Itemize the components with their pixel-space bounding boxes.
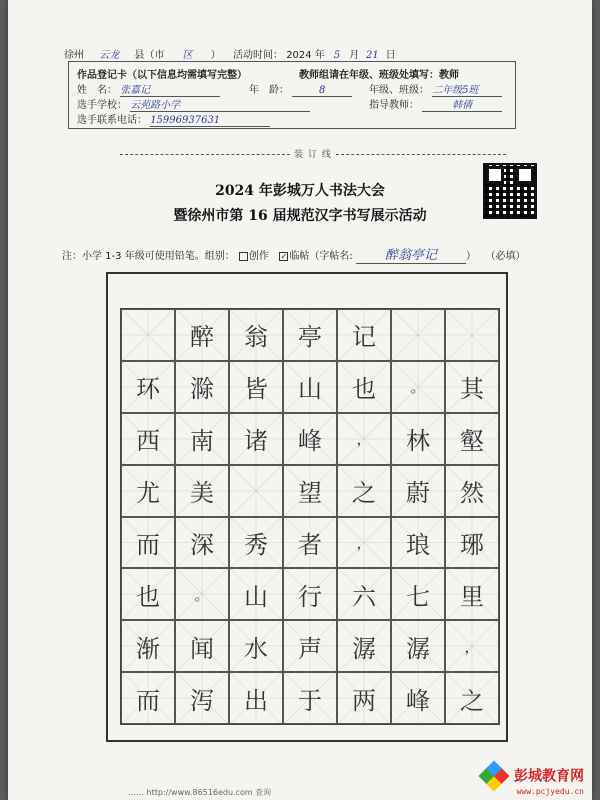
- grid-cell: ，: [337, 517, 391, 569]
- grid-cell: 潺: [337, 620, 391, 672]
- county-value: 云龙: [87, 46, 131, 62]
- grid-cell: ，: [445, 620, 499, 672]
- writing-grid-frame: [106, 272, 508, 742]
- card-title: 作品登记卡（以下信息均需填写完整）: [77, 70, 247, 81]
- grid-cell: 其: [445, 361, 499, 413]
- grid-cell: 。: [175, 568, 229, 620]
- district-value: 区: [168, 46, 208, 62]
- advisor-value: 韩倩: [422, 96, 502, 112]
- grid-cell: [121, 309, 175, 361]
- create-label: 创作: [248, 251, 269, 262]
- grid-cell: [229, 465, 283, 517]
- grid-cell: 醉: [175, 309, 229, 361]
- copy-checkbox[interactable]: [279, 252, 288, 261]
- grid-cell: 尤: [121, 465, 175, 517]
- grade-value: 二年级5班: [432, 81, 502, 97]
- binding-dash-left: [120, 154, 290, 155]
- name-label: 姓 名：: [77, 85, 117, 96]
- grid-cell: 水: [229, 620, 283, 672]
- grid-cell: 南: [175, 413, 229, 465]
- grid-cell: 者: [283, 517, 337, 569]
- grid-cell: 美: [175, 465, 229, 517]
- grid-cell: 滁: [175, 361, 229, 413]
- phone-label: 选手联系电话：: [77, 115, 147, 126]
- grid-cell: 泻: [175, 672, 229, 724]
- note-prefix: 注：小学 1-3 年级可使用铅笔。组别：: [62, 251, 235, 262]
- grid-cell: 声: [283, 620, 337, 672]
- grid-cell: 。: [391, 361, 445, 413]
- grid-cell: 峰: [283, 413, 337, 465]
- grid-cell: 六: [337, 568, 391, 620]
- binding-label: 装 订 线: [294, 150, 332, 160]
- grid-cell: 峰: [391, 672, 445, 724]
- grid-cell: 琊: [445, 517, 499, 569]
- advisor-row: [369, 96, 502, 112]
- grid-cell: 诸: [229, 413, 283, 465]
- grid-cell: 林: [391, 413, 445, 465]
- grid-cell: 望: [283, 465, 337, 517]
- grid-cell: 琅: [391, 517, 445, 569]
- age-value: 8: [292, 85, 352, 97]
- entry-sheet: [8, 0, 592, 800]
- city-label: 徐州: [64, 50, 84, 61]
- grid-cell: 潺: [391, 620, 445, 672]
- writing-grid: [120, 308, 500, 725]
- grid-cell: 出: [229, 672, 283, 724]
- month-value: 5: [328, 50, 346, 62]
- copy-close: ）: [466, 251, 476, 262]
- grid-cell: 行: [283, 568, 337, 620]
- copy-label: 临帖（字帖名:: [289, 251, 353, 262]
- district-close: ）: [210, 50, 221, 61]
- registration-card: [68, 61, 516, 129]
- name-row: [77, 81, 220, 97]
- required-label: （必填）: [485, 251, 526, 262]
- year-value: 2024: [286, 50, 312, 61]
- grid-cell: 亭: [283, 309, 337, 361]
- age-row: [249, 81, 352, 97]
- grid-cell: 皆: [229, 361, 283, 413]
- grid-cell: 两: [337, 672, 391, 724]
- month-label: 月: [349, 50, 360, 61]
- day-label: 日: [385, 50, 396, 61]
- grid-cell: 之: [445, 672, 499, 724]
- age-label: 年 龄：: [249, 85, 289, 96]
- grid-cell: 而: [121, 672, 175, 724]
- county-label: 县（市: [134, 50, 165, 61]
- grid-cell: 西: [121, 413, 175, 465]
- grid-cell: ，: [337, 413, 391, 465]
- name-value: 张嘉记: [120, 81, 220, 97]
- grid-cell: 深: [175, 517, 229, 569]
- site-logo-icon: [478, 760, 509, 791]
- grid-cell: 而: [121, 517, 175, 569]
- advisor-label: 指导教师：: [369, 100, 419, 111]
- binding-dash-right: [336, 154, 506, 155]
- grid-cell: 渐: [121, 620, 175, 672]
- grid-cell: 记: [337, 309, 391, 361]
- grid-cell: 环: [121, 361, 175, 413]
- grid-cell: 秀: [229, 517, 283, 569]
- watermark-url: www.pcjyedu.cn: [516, 787, 584, 796]
- event-title: 2024 年彭城万人书法大会: [215, 183, 385, 199]
- grid-cell: 也: [337, 361, 391, 413]
- category-note: [62, 244, 526, 264]
- footer-text: …… http://www.86516edu.com 查询: [128, 788, 272, 797]
- grid-cell: 翁: [229, 309, 283, 361]
- grid-cell: 然: [445, 465, 499, 517]
- grid-cell: 之: [337, 465, 391, 517]
- grid-cell: 也: [121, 568, 175, 620]
- grid-cell: 闻: [175, 620, 229, 672]
- year-label: 年: [314, 50, 325, 61]
- grid-cell: 七: [391, 568, 445, 620]
- time-label: 活动时间：: [233, 50, 283, 61]
- grade-label: 年级、班级：: [369, 85, 429, 96]
- phone-value: 15996937631: [150, 115, 270, 127]
- grid-cell: 蔚: [391, 465, 445, 517]
- school-row: [77, 96, 310, 112]
- school-value: 云苑路小学: [130, 96, 310, 112]
- teacher-note: 教师组请在年级、班级处填写：教师: [299, 70, 459, 81]
- binding-line: [98, 147, 528, 160]
- site-watermark: [483, 765, 584, 796]
- grid-cell: [445, 309, 499, 361]
- grid-cell: 于: [283, 672, 337, 724]
- grid-cell: [391, 309, 445, 361]
- copybook-name: 醉翁亭记: [356, 244, 466, 264]
- grid-cell: 里: [445, 568, 499, 620]
- activity-time: [233, 46, 396, 62]
- create-checkbox[interactable]: [239, 252, 248, 261]
- grid-cell: 山: [283, 361, 337, 413]
- event-subtitle: 暨徐州市第 16 届规范汉字书写展示活动: [173, 208, 427, 224]
- day-value: 21: [362, 50, 382, 62]
- watermark-title: 彭城教育网: [514, 768, 584, 785]
- grade-row: [369, 81, 502, 97]
- school-label: 选手学校：: [77, 100, 127, 111]
- header-line: [64, 46, 221, 62]
- grid-cell: 壑: [445, 413, 499, 465]
- phone-row: [77, 111, 270, 127]
- grid-cell: 山: [229, 568, 283, 620]
